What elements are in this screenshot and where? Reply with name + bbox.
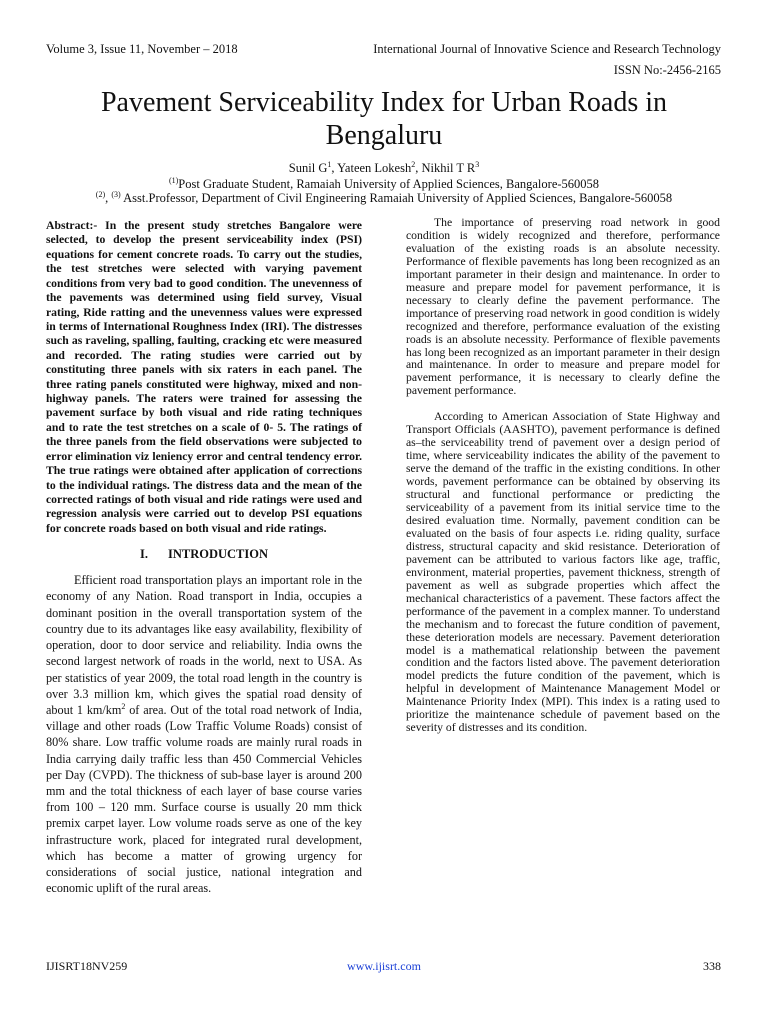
affiliation-separator: ,: [105, 191, 112, 205]
paper-id: IJISRT18NV259: [46, 959, 128, 973]
journal-issn: ISSN No:-2456-2165: [613, 63, 721, 77]
section-heading: [46, 547, 362, 562]
website-link[interactable]: www.ijisrt.com: [347, 959, 421, 973]
intro-text: Efficient road transportation plays an important role in the economy of any Nation. Road transport in India, occupies a dominant position in the overall transportation system of the country due to its advantages like easy availability, flexibility of operation, door to door service and reliability. India owns the second largest network of roads in the world, next to USA. As per statistics of year 2009, the total road length in the country is over 3.3 million km, which gives the spatial road density of about 1 km/km: [46, 573, 362, 717]
author-sup: 3: [475, 159, 480, 169]
left-column: [46, 219, 362, 896]
journal-volume: Volume 3, Issue 11, November – 2018: [46, 42, 238, 56]
affiliation-2: [0, 191, 768, 206]
affiliation-text: Asst.Professor, Department of Civil Engineering Ramaiah University of Applied Sciences, Bangalore-560058: [120, 191, 673, 205]
intro-text: of area. Out of the total road network of India, village and other roads (Low Traffic Volume Roads) consist of 80% share. Low traffic volume roads are mainly rural roads in India carrying daily traffic less than 450 Commercial Vehicles per Day (CVPD). The thickness of sub-base layer is around 200 mm and the total thickness of each layer of base course varies from 100 – 120 mm. Surface course is usually 20 mm thick premix carpet layer. Low volume roads serve as one of the key infrastructure work, placed for integrated rural development, which has become a matter of growing urgency for considerations of social justice, national integration and economic uplift of the rural areas.: [46, 702, 362, 896]
author-name: , Yateen Lokesh: [331, 161, 412, 175]
affiliation-sup: (3): [111, 189, 121, 199]
body-paragraph: The importance of preserving road network in good condition is widely recognized and therefore, performance evaluation of the existing roads is an absolute necessity. Performance of flexible pavements has long been recognized as an important parameter in their design and maintenance. In order to measure and prepare model for pavement performance, it is necessary to clearly define the pavement performance. The importance of preserving road network in good condition is widely recognized and therefore, performance evaluation of the existing roads is an absolute necessity. Performance of flexible pavements has long been recognized as an important parameter in their design and maintenance. In order to measure and prepare model for pavement performance, it is necessary to clearly define the pavement performance.: [406, 216, 720, 398]
author-list: [0, 161, 768, 176]
affiliation-sup: (1): [168, 175, 179, 185]
author-sup: 1: [327, 159, 332, 169]
intro-sup: 2: [121, 701, 126, 711]
author-name: , Nikhil T R: [415, 161, 476, 175]
section-title: INTRODUCTION: [167, 547, 268, 562]
paper-title: Pavement Serviceability Index for Urban Roads in Bengaluru: [100, 87, 668, 151]
abstract: Abstract:- In the present study stretches Bangalore were selected, to develop the present serviceability index (PSI) equations for cement concrete roads. To carry out the studies, the test stretches were selected with varying pavement conditions from very bad to good condition. The unevenness of the pavements was determined using field survey, Visual rating, Ride ratting and the unevenness values were expressed in terms of International Roughness Index (IRI). The distresses such as raveling, spalling, faulting, cracking etc were measured and recorded. The rating studies were carried out by constituting three panels with six raters in each panel. The three rating panels constituted were highway, mixed and non-highway panels. The raters were trained for assessing the pavement surface by both visual and ride rating techniques and to rate the test stretches on a scale of 0- 5. The ratings of the three panels from the field observations were subjected to error elimination viz leniency error and central tendency error. The true ratings were obtained after application of corrections to the individual ratings. The distress data and the mean of the corrected ratings of both visual and ride ratings were used and regression analysis were carried out to develop PSI equations for concrete roads based on both visual and ride ratings.: [46, 219, 362, 535]
page-number: 338: [703, 959, 721, 973]
intro-paragraph: [46, 572, 362, 896]
journal-name: International Journal of Innovative Science and Research Technology: [373, 42, 721, 56]
affiliation-sup: (2): [95, 189, 106, 199]
affiliation-text: Post Graduate Student, Ramaiah University of Applied Sciences, Bangalore-560058: [178, 177, 600, 191]
body-paragraph: According to American Association of State Highway and Transport Officials (AASHTO), pavement performance is defined as–the serviceability trend of pavement over a design period of time, where serviceability indicates the ability of the pavement to serve the demand of the traffic in the existing conditions. In other words, pavement performance can be obtained by observing its structural and functional performance or predicting the serviceability of a pavement from its initial service time to the desired evaluation time. Normally, pavement condition can be evaluated on the basis of four aspects i.e. riding quality, surface distress, structural capacity and skid resistance. Deterioration of pavement can be attributed to various factors like age, traffic, environment, material properties, pavement thickness, strength of pavement as well as subgrade properties which affect the mechanical characteristics of a pavement. These factors affect the performance of the pavement in a complex manner. To understand the mechanism and to forecast the future condition of pavement, these deterioration models are necessary. Pavement deterioration model is a mathematical relationship between the pavement condition and the factors listed above. The pavement deterioration model predicts the future condition of the pavement, which is helpful in development of Maintenance Management Model or Maintenance Priority Index (MPI). This index is a rating used to prioritize the maintenance schedule of pavement based on the severity of distresses and its condition.: [406, 410, 720, 735]
author-name: Sunil G: [288, 161, 328, 175]
section-number: I.: [139, 547, 148, 562]
author-sup: 2: [411, 159, 416, 169]
right-column: [406, 217, 720, 735]
